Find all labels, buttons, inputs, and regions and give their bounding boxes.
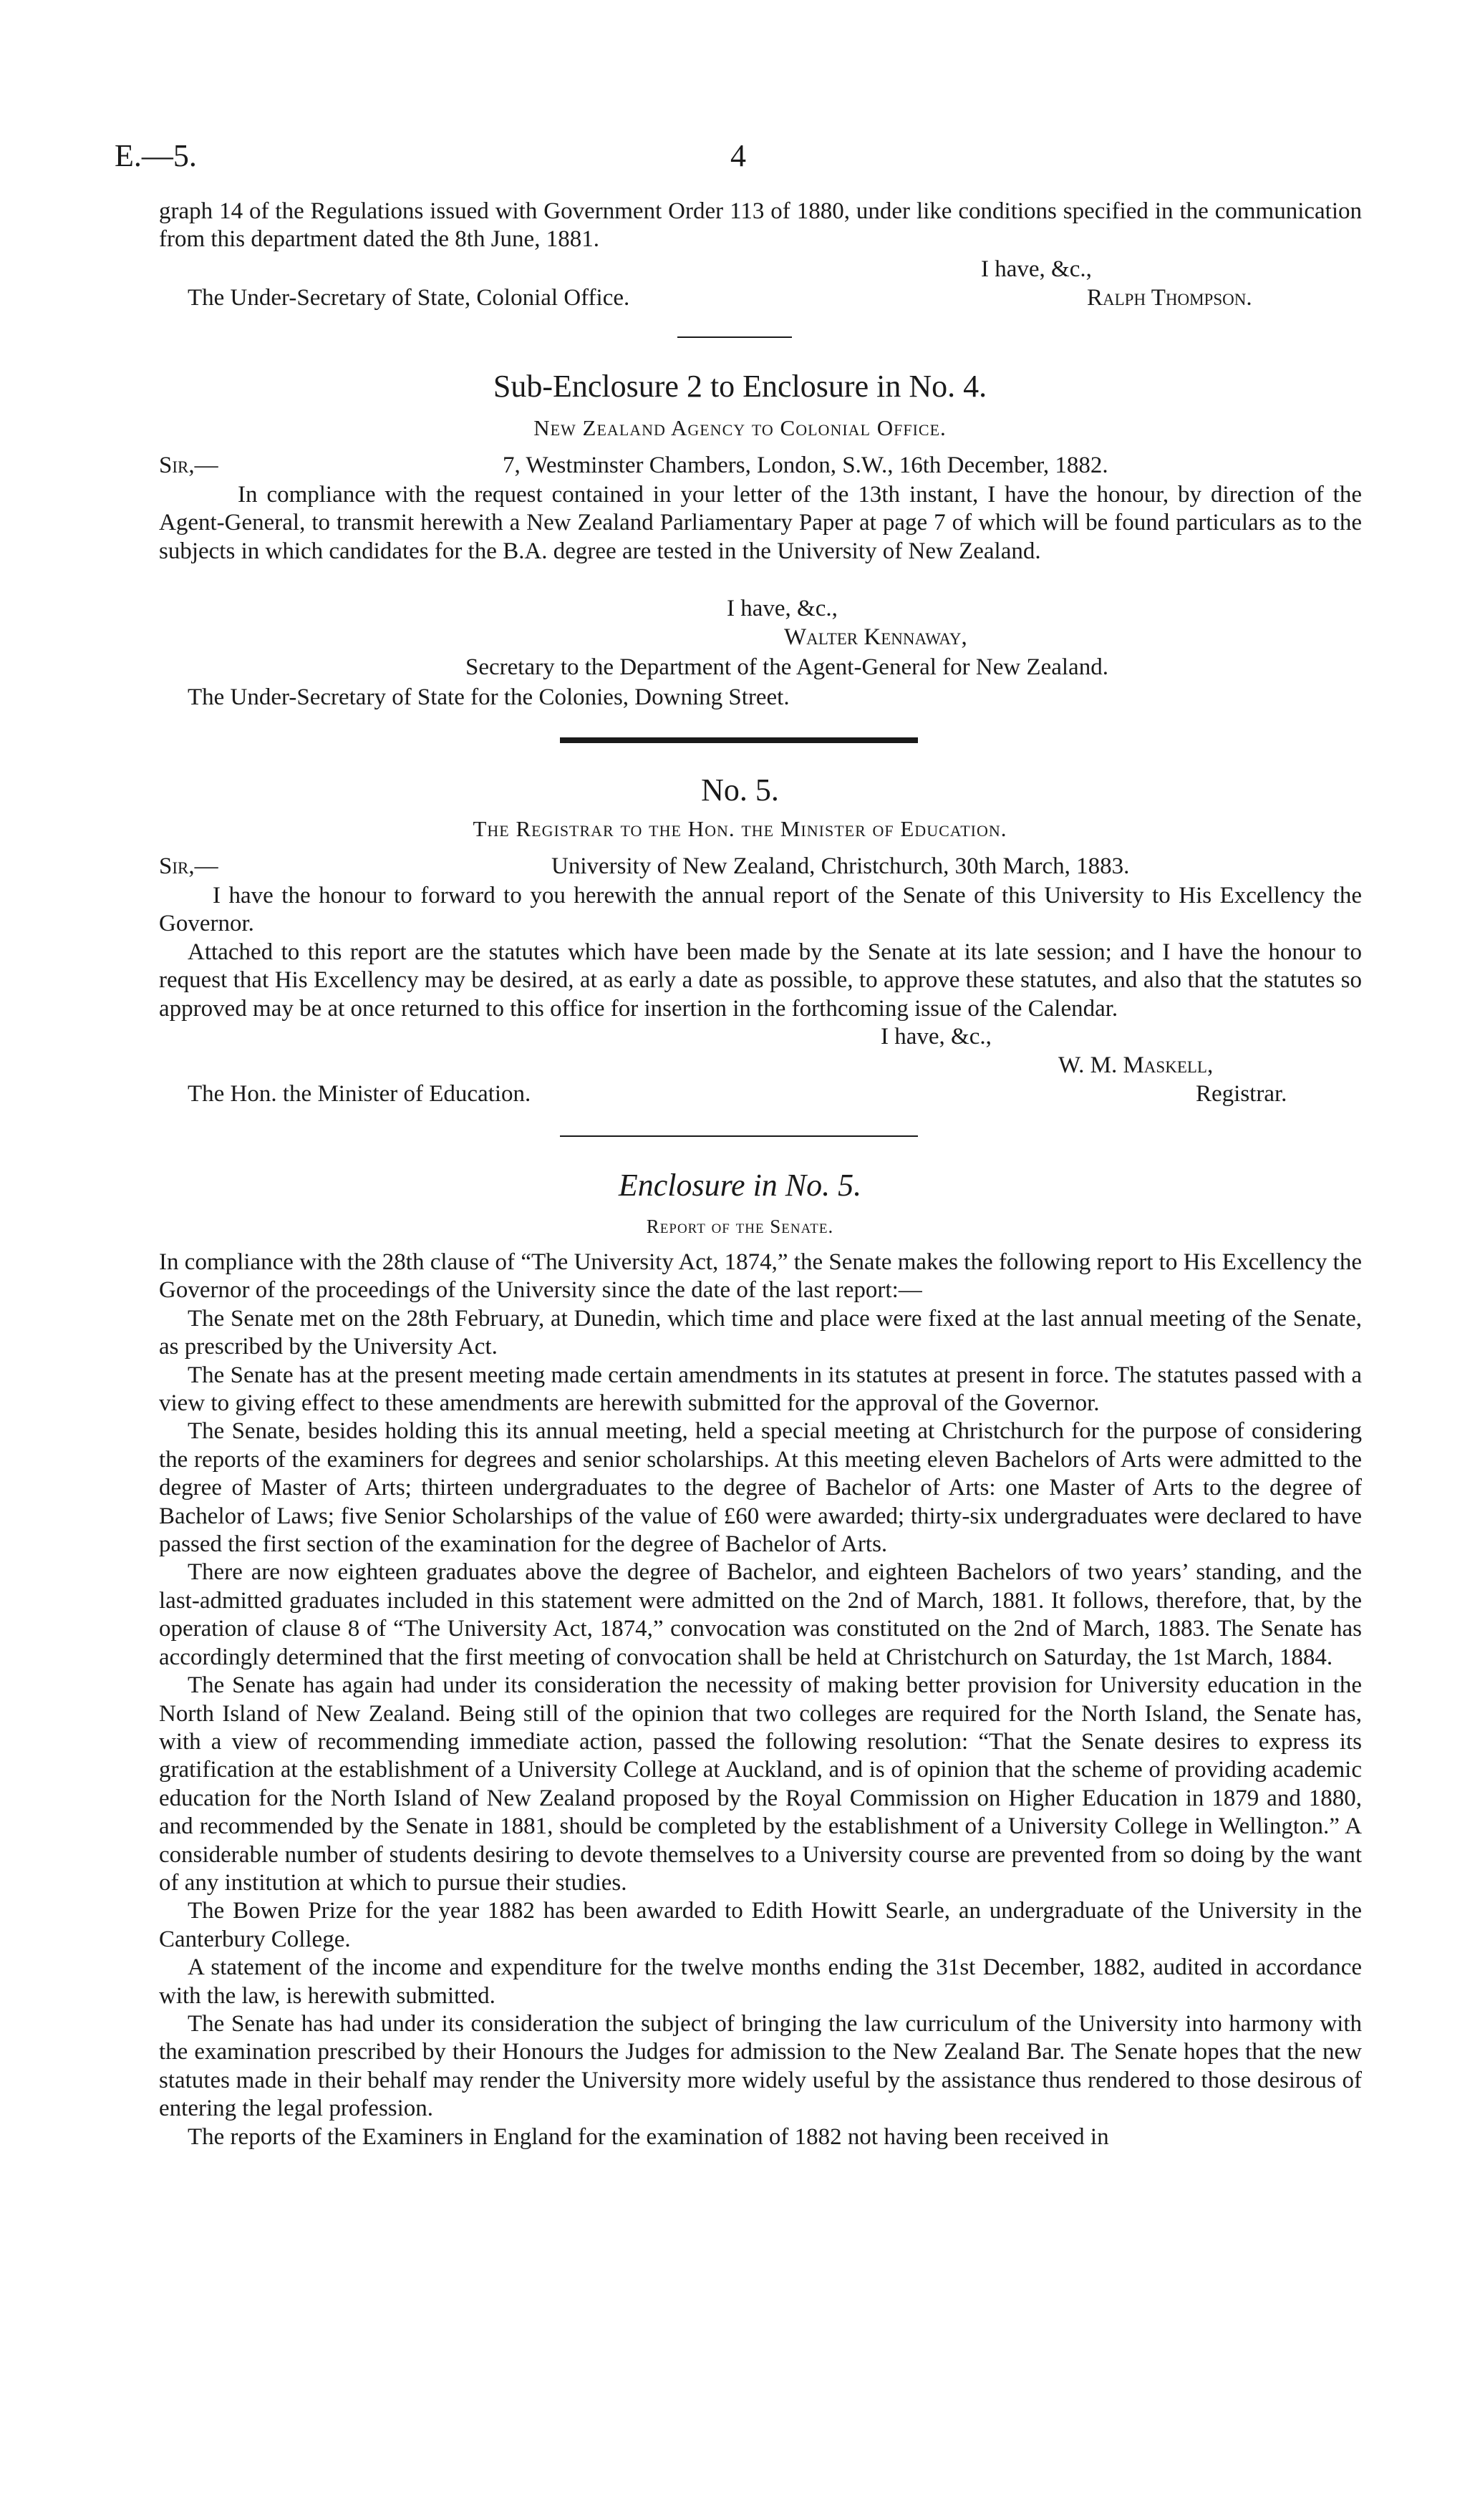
report-paragraph-continued: The reports of the Examiners in England for the examination of 1882 not having been received in <box>188 2123 1109 2150</box>
report-paragraph: The Senate, besides holding this its annual meeting, held a special meeting at Christchurch for the purpose of considering the reports of the examiners for degrees and senior scholarships. At this meeting eleven Bachelors of Arts were admitted to the degree of Master of Arts; thirteen undergraduates to the degree of Bachelor of Arts: one Master of Arts to the degree of Bachelor of Laws; five Senior Scholarships of the value of £60 were awarded; thirty-six undergraduates were declared to have passed the first section of the examination for the degree of Bachelor of Arts. <box>159 1418 1362 1558</box>
sub-enclosure-addressee: The Under-Secretary of State for the Colonies, Downing Street. <box>188 684 790 710</box>
enclosure-divider <box>560 1135 918 1137</box>
report-body <box>159 1249 1362 2151</box>
sub-enclosure-signature: Walter Kennaway, <box>784 624 967 650</box>
report-paragraph-intro: In compliance with the 28th clause of “The University Act, 1874,” the Senate makes the following report to His Excellency the Governor of the proceedings of the University since the date of the last report:— <box>159 1249 1362 1304</box>
no5-subtitle: The Registrar to the Hon. the Minister of Education. <box>473 816 1007 841</box>
no5-addressee: The Hon. the Minister of Education. <box>188 1081 531 1107</box>
no5-salutation: Sir,— <box>159 853 218 879</box>
sub-enclosure-dateline: 7, Westminster Chambers, London, S.W., 16th December, 1882. <box>503 452 1108 478</box>
enclosure-title: Enclosure in No. 5. <box>618 1168 862 1203</box>
no5-paragraph-2: Attached to this report are the statutes which have been made by the Senate at its late session; and I have the honour to request that His Excellency may be desired, at as early a date as possible, to approve these statutes, and also that the statutes so approved may be at once returned to this office for insertion in the forthcoming issue of the Calendar. <box>159 939 1362 1022</box>
continuation-text: graph 14 of the Regulations issued with Government Order 113 of 1880, under like conditions specified in the communication from this department dated the 8th June, 1881. <box>159 198 1362 253</box>
sub-enclosure-subtitle: New Zealand Agency to Colonial Office. <box>533 415 947 440</box>
report-paragraph: The Senate has had under its consideration the subject of bringing the law curriculum of the University into harmony with the examination prescribed by their Honours the Judges for admission to the New Zealand Bar. The Senate hopes that the new statutes made in their behalf may render the University more widely useful by the assistance thus rendered to those desirous of entering the legal profession. <box>159 2010 1362 2122</box>
no5-title: No. 5. <box>701 772 779 808</box>
page-number: 4 <box>730 138 746 173</box>
report-paragraph: The Bowen Prize for the year 1882 has been awarded to Edith Howitt Searle, an undergraduate of the University in the Canterbury College. <box>159 1898 1362 1952</box>
document-reference: E.—5. <box>115 138 197 173</box>
report-paragraph: The Senate has at the present meeting made certain amendments in its statutes at present in force. The statutes passed with a view to giving effect to these amendments are herewith submitted for the approval of the Governor. <box>159 1362 1362 1417</box>
continuation-closing: I have, &c., <box>981 256 1092 282</box>
report-paragraph: A statement of the income and expenditure for the twelve months ending the 31st December, 1882, audited in accordance with the law, is herewith submitted. <box>159 1954 1362 2009</box>
sub-enclosure-salutation: Sir,— <box>159 452 218 478</box>
sub-enclosure-body <box>159 481 1362 566</box>
no5-closing: I have, &c., <box>881 1024 992 1050</box>
sub-enclosure-text: In compliance with the request contained in your letter of the 13th instant, I have the honour, by direction of the Agent-General, to transmit herewith a New Zealand Parliamentary Paper at page 7 of which will be found particulars as to the subjects in which candidates for the B.A. degree are tested in the University of New Zealand. <box>159 482 1362 564</box>
sub-enclosure-closing: I have, &c., <box>727 596 838 621</box>
report-paragraph: There are now eighteen graduates above the degree of Bachelor, and eighteen Bachelors of two years’ standing, and the last-admitted graduates included in this statement were admitted on the 2nd of March, 1881. It follows, therefore, that, by the operation of clause 8 of “The University Act, 1874,” convocation was constituted on the 2nd of March, 1883. The Senate has accordingly determined that the first meeting of convocation shall be held at Christchurch on Saturday, the 1st March, 1884. <box>159 1559 1362 1670</box>
no5-paragraph-1: I have the honour to forward to you herewith the annual report of the Senate of this University to His Excellency the Governor. <box>159 883 1362 937</box>
no5-dateline: University of New Zealand, Christchurch, 30th March, 1883. <box>551 853 1130 879</box>
sub-enclosure-signature-title: Secretary to the Department of the Agent-General for New Zealand. <box>465 654 1108 680</box>
report-paragraph: The Senate has again had under its consideration the necessity of making better provision for University education in the North Island of New Zealand. Being still of the opinion that two colleges are required for the North Island, the Senate has, with a view of recommending immediate action, passed the following resolution: “That the Senate desires to express its gratification at the establishment of a University College at Auckland, and is of opinion that the scheme of providing academic education for the North Island of New Zealand proposed by the Royal Commission on Higher Education in 1879 and 1880, and recommended by the Senate in 1881, should be completed by the establishment of a University College in Wellington.” A considerable number of students desiring to devote themselves to a University course are prevented from so doing by the want of any institution at which to pursue their studies. <box>159 1672 1362 1896</box>
report-paragraph: The Senate met on the 28th February, at Dunedin, which time and place were fixed at the last annual meeting of the Senate, as prescribed by the University Act. <box>159 1305 1362 1360</box>
sub-enclosure-title: Sub-Enclosure 2 to Enclosure in No. 4. <box>493 369 987 404</box>
continuation-signature: Ralph Thompson. <box>1087 285 1252 311</box>
major-divider <box>560 737 918 743</box>
enclosure-subtitle: Report of the Senate. <box>646 1216 834 1237</box>
no5-signature-title: Registrar. <box>1196 1081 1287 1107</box>
no5-signature: W. M. Maskell, <box>1058 1052 1214 1078</box>
continuation-paragraph <box>159 198 1362 254</box>
section-divider <box>677 336 792 338</box>
no5-body <box>159 882 1362 1023</box>
continuation-addressee: The Under-Secretary of State, Colonial Office. <box>188 285 630 311</box>
